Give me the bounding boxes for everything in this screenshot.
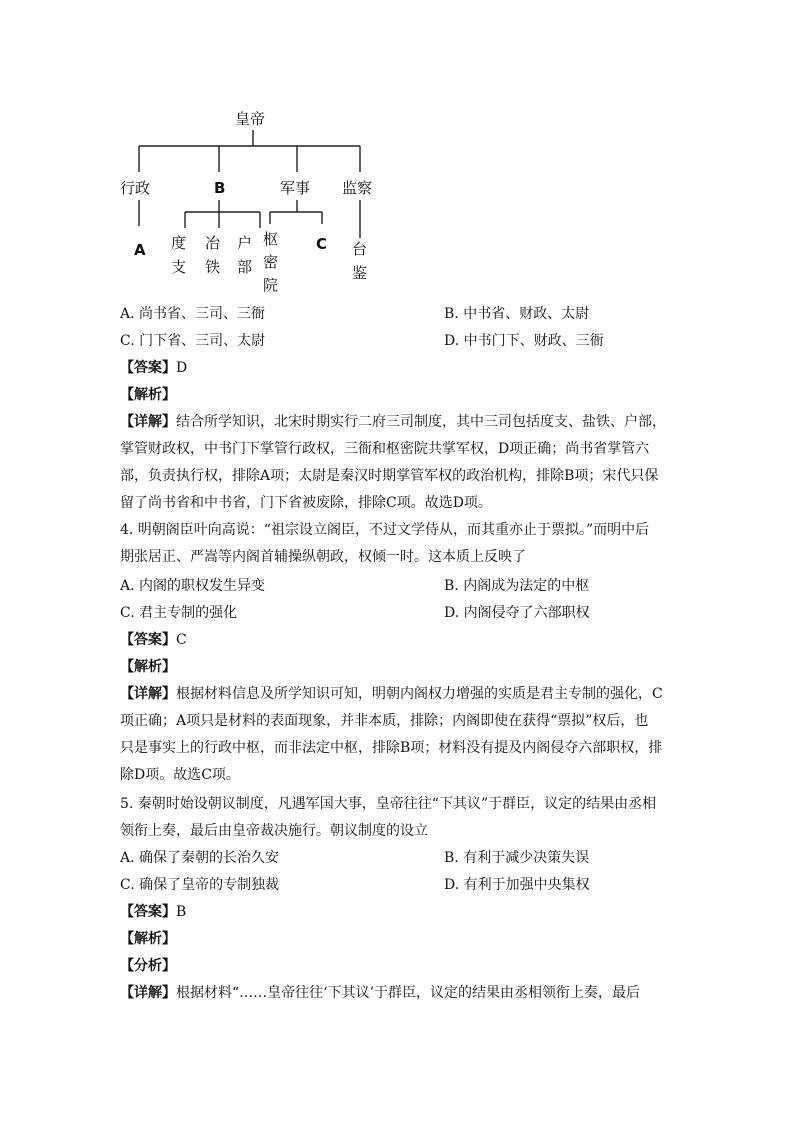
leaf-c: C — [316, 235, 328, 253]
q3-detail-line-4: 留了尚书省和中书省，门下省被废除，排除C项。故选D项。 — [120, 495, 492, 511]
q4-option-d: D. 内阁侵夺了六部职权 — [444, 605, 590, 621]
answer-tag: 【答案】 — [120, 632, 176, 648]
leaf-shumiyuan-3: 院 — [263, 276, 279, 294]
answer-tag: 【答案】 — [120, 904, 176, 920]
detail-tag: 【详解】 — [120, 414, 176, 430]
q5-stem-line-1: 5. 秦朝时始设朝议制度，凡遇军国大事，皇帝往往“下其议”于群臣，议定的结果由丞相 — [120, 796, 657, 812]
q3-detail-line-3: 部，负责执行权，排除A项；太尉是秦汉时期掌管军权的政治机构，排除B项；宋代只保 — [120, 468, 659, 484]
q5-fenxi-tag: 【分析】 — [120, 958, 176, 974]
leaf-taijian-1: 台 — [352, 240, 368, 258]
branch-junshi: 军事 — [280, 179, 311, 197]
q5-answer — [120, 902, 186, 922]
answer-value: B — [176, 904, 187, 920]
q3-analysis-tag: 【解析】 — [120, 387, 176, 403]
q3-option-c: C. 门下省、三司、太尉 — [120, 333, 266, 349]
q4-detail-line-1: 【详解】根据材料信息及所学知识可知，明朝内阁权力增强的实质是君主专制的强化，C — [120, 686, 663, 702]
q3-detail-line-1: 【详解】结合所学知识，北宋时期实行二府三司制度，其中三司包括度支、盐铁、户部， — [120, 414, 666, 430]
q4-analysis-tag: 【解析】 — [120, 659, 176, 675]
leaf-shumiyuan-1: 枢 — [263, 230, 279, 248]
q5-option-c: C. 确保了皇帝的专制独裁 — [120, 877, 280, 893]
q4-stem-line-1: 4. 明朝阁臣叶向高说：“祖宗设立阁臣，不过文学侍从，而其重亦止于票拟。”而明中后 — [120, 522, 650, 538]
leaf-hubu-1: 户 — [237, 234, 253, 252]
detail-tag: 【详解】 — [120, 985, 176, 1001]
q3-option-d: D. 中书门下、财政、三衙 — [444, 333, 604, 349]
answer-tag: 【答案】 — [120, 360, 176, 376]
branch-xingzheng: 行政 — [120, 179, 151, 197]
leaf-yetie-2: 铁 — [205, 258, 221, 276]
diagram-root: 皇帝 — [235, 110, 266, 128]
leaf-duzhi-2: 支 — [171, 258, 187, 276]
q3-detail-line-2: 掌管财政权，中书门下掌管行政权，三衙和枢密院共掌军权，D项正确；尚书省掌管六 — [120, 441, 650, 457]
q5-option-b: B. 有利于减少决策失误 — [444, 850, 590, 866]
q4-stem-line-2: 期张居正、严嵩等内阁首辅操纵朝政，权倾一时。这本质上反映了 — [120, 549, 526, 565]
government-structure-diagram — [118, 100, 418, 300]
q4-detail-line-2: 项正确；A项只是材料的表面现象，并非本质，排除；内阁即使在获得“票拟”权后，也 — [120, 713, 649, 729]
answer-value: D — [176, 360, 188, 376]
q3-answer — [120, 358, 187, 378]
q4-detail-line-4: 除D项。故选C项。 — [120, 767, 240, 783]
q4-detail-line-3: 只是事实上的行政中枢，而非法定中枢，排除B项；材料没有提及内阁侵夺六部职权，排 — [120, 740, 663, 756]
leaf-hubu-2: 部 — [237, 258, 253, 276]
detail-tag: 【详解】 — [120, 686, 176, 702]
q5-analysis-tag: 【解析】 — [120, 931, 176, 947]
q4-option-b: B. 内阁成为法定的中枢 — [444, 578, 590, 594]
branch-b: B — [214, 179, 226, 197]
q4-answer — [120, 630, 187, 650]
leaf-a: A — [134, 241, 146, 259]
leaf-shumiyuan-2: 密 — [263, 253, 279, 271]
q4-option-c: C. 君主专制的强化 — [120, 605, 238, 621]
leaf-taijian-2: 鉴 — [352, 264, 368, 282]
q5-stem-line-2: 领衔上奏，最后由皇帝裁决施行。朝议制度的设立 — [120, 823, 428, 839]
leaf-duzhi-1: 度 — [171, 234, 187, 252]
branch-jiancha: 监察 — [342, 179, 373, 197]
q4-option-a: A. 内阁的职权发生异变 — [120, 578, 266, 594]
q3-option-b: B. 中书省、财政、太尉 — [444, 306, 590, 322]
leaf-yetie-1: 冶 — [205, 234, 221, 252]
q5-option-d: D. 有利于加强中央集权 — [444, 877, 590, 893]
answer-value: C — [176, 632, 187, 648]
q3-option-a: A. 尚书省、三司、三衙 — [120, 306, 266, 322]
q5-option-a: A. 确保了秦朝的长治久安 — [120, 850, 280, 866]
q5-detail-line-1: 【详解】根据材料“……皇帝往往‘下其议’于群臣，议定的结果由丞相领衔上奏，最后 — [120, 985, 641, 1001]
